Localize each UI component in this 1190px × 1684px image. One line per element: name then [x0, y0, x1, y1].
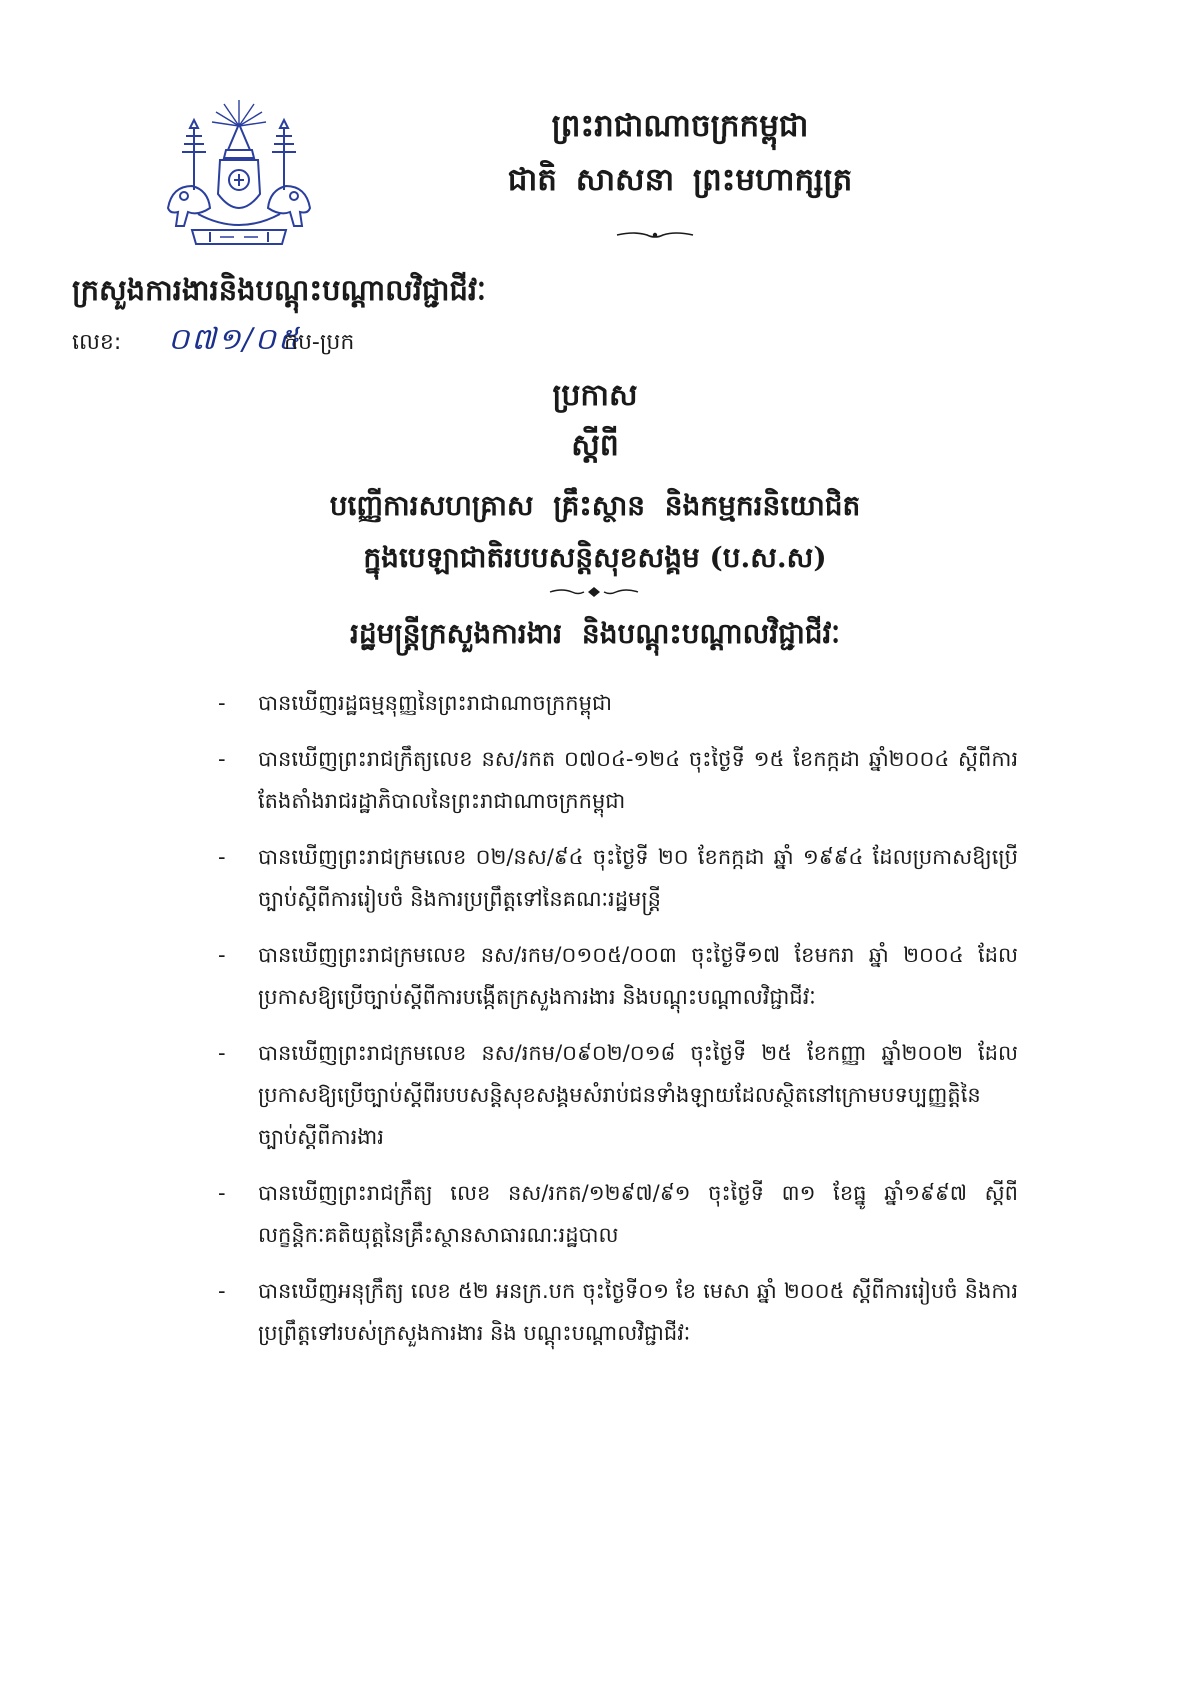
document-type-heading: ប្រកាស [552, 378, 638, 413]
royal-coat-of-arms-icon [158, 98, 320, 258]
reference-suffix: កប-ប្រក [284, 330, 355, 355]
list-item: - បានឃើញព្រះរាជក្រឹត្យលេខ នស/រកត ០៧០៤-១២៤ ចុះថ្ងៃទី ១៥ ខែកក្កដា ឆ្នាំ២០០៤ ស្តីពីការតែងតាំងរាជរដ្ឋាភិបាលនៃព្រះរាជាណាចក្រកម្ពុជា [218, 747, 1018, 813]
list-item: - បានឃើញព្រះរាជក្រមលេខ នស/រកម/០១០៥/០០៣ ចុះថ្ងៃទី១៧ ខែមករា ឆ្នាំ ២០០៤ ដែលប្រកាសឱ្យប្រើច្បាប់ស្តីពីការបង្កើតក្រសួងការងារ និងបណ្តុះបណ្តាលវិជ្ជាជីវៈ [218, 943, 1018, 1009]
list-item-text: បានឃើញព្រះរាជក្រមលេខ ០២/នស/៩៤ ចុះថ្ងៃទី ២០ ខែកក្កដា ឆ្នាំ ១៩៩៤ ដែលប្រកាសឱ្យប្រើច្បាប់ស្តីពីការរៀបចំ និងការប្រព្រឹត្តទៅនៃគណៈរដ្ឋមន្ត្រី [258, 845, 1018, 911]
regarding-heading: ស្តីពី [571, 428, 619, 463]
subject-line-2: ក្នុងបេឡាជាតិរបបសន្តិសុខសង្គម (ប.ស.ស) [363, 541, 827, 574]
list-item-text: បានឃើញព្រះរាជក្រឹត្យលេខ នស/រកត ០៧០៤-១២៤ ចុះថ្ងៃទី ១៥ ខែកក្កដា ឆ្នាំ២០០៤ ស្តីពីការតែងតាំងរាជរដ្ឋាភិបាលនៃព្រះរាជាណាចក្រកម្ពុជា [258, 747, 1018, 813]
list-item-text: បានឃើញព្រះរាជក្រមលេខ នស/រកម/០៩០២/០១៨ ចុះថ្ងៃទី ២៥ ខែកញ្ញា ឆ្នាំ២០០២ ដែលប្រកាសឱ្យប្រើច្បាប់ស្តីពីរបបសន្តិសុខសង្គមសំរាប់ជនទាំងឡាយដែលស្ថិតនៅក្រោមបទប្បញ្ញត្តិនៃច្បាប់ស្តីពីការងារ [258, 1041, 1018, 1149]
ornament-divider [615, 228, 695, 242]
reference-label: លេខ: [72, 330, 122, 355]
subject-line-1: បញ្ញើការសហគ្រាស គ្រឹះស្ថាន និងកម្មករនិយោជិត [329, 489, 861, 522]
ministry-name: ក្រសួងការងារនិងបណ្តុះបណ្តាលវិជ្ជាជីវៈ [72, 273, 486, 307]
ornament-divider-small [548, 584, 640, 598]
list-item-text: បានឃើញរដ្ឋធម្មនុញ្ញនៃព្រះរាជាណាចក្រកម្ពុជា [258, 691, 612, 715]
issuer-heading: រដ្ឋមន្ត្រីក្រសួងការងារ និងបណ្តុះបណ្តាលវិជ្ជាជីវៈ [350, 617, 840, 650]
reference-number: ០៧១/០៥ [168, 322, 302, 357]
national-motto: ជាតិ សាសនា ព្រះមហាក្សត្រ [507, 162, 853, 198]
considerations-list [218, 682, 1018, 1368]
list-item: - បានឃើញព្រះរាជក្រឹត្យ លេខ នស/រកត/១២៩៧/៩១ ចុះថ្ងៃទី ៣១ ខែធ្នូ ឆ្នាំ១៩៩៧ ស្តីពីលក្ខន្តិកៈគតិយុត្តនៃគ្រឹះស្ថានសាធារណៈរដ្ឋបាល [218, 1181, 1018, 1247]
list-item: - បានឃើញព្រះរាជក្រមលេខ នស/រកម/០៩០២/០១៨ ចុះថ្ងៃទី ២៥ ខែកញ្ញា ឆ្នាំ២០០២ ដែលប្រកាសឱ្យប្រើច្បាប់ស្តីពីរបបសន្តិសុខសង្គមសំរាប់ជនទាំងឡាយដែលស្ថិតនៅក្រោមបទប្បញ្ញត្តិនៃច្បាប់ស្តីពីការងារ [218, 1041, 1018, 1149]
list-item: - បានឃើញរដ្ឋធម្មនុញ្ញនៃព្រះរាជាណាចក្រកម្ពុជា [218, 691, 612, 715]
list-item: - បានឃើញព្រះរាជក្រមលេខ ០២/នស/៩៤ ចុះថ្ងៃទី ២០ ខែកក្កដា ឆ្នាំ ១៩៩៤ ដែលប្រកាសឱ្យប្រើច្បាប់ស្តីពីការរៀបចំ និងការប្រព្រឹត្តទៅនៃគណៈរដ្ឋមន្ត្រី [218, 845, 1018, 911]
list-item-text: បានឃើញព្រះរាជក្រមលេខ នស/រកម/០១០៥/០០៣ ចុះថ្ងៃទី១៧ ខែមករា ឆ្នាំ ២០០៤ ដែលប្រកាសឱ្យប្រើច្បាប់ស្តីពីការបង្កើតក្រសួងការងារ និងបណ្តុះបណ្តាលវិជ្ជាជីវៈ [258, 943, 1018, 1009]
list-item-text: បានឃើញអនុក្រឹត្យ លេខ ៥២ អនក្រ.បក ចុះថ្ងៃទី០១ ខែ មេសា ឆ្នាំ ២០០៥ ស្តីពីការរៀបចំ និងការប្រព្រឹត្តទៅរបស់ក្រសួងការងារ និង បណ្តុះបណ្តាលវិជ្ជាជីវៈ [258, 1279, 1018, 1345]
reference-number-row [72, 322, 492, 368]
list-item-text: បានឃើញព្រះរាជក្រឹត្យ លេខ នស/រកត/១២៩៧/៩១ ចុះថ្ងៃទី ៣១ ខែធ្នូ ឆ្នាំ១៩៩៧ ស្តីពីលក្ខន្តិកៈគតិយុត្តនៃគ្រឹះស្ថានសាធារណៈរដ្ឋបាល [258, 1181, 1018, 1247]
kingdom-heading: ព្រះរាជាណាចក្រកម្ពុជា [551, 108, 809, 144]
list-item: - បានឃើញអនុក្រឹត្យ លេខ ៥២ អនក្រ.បក ចុះថ្ងៃទី០១ ខែ មេសា ឆ្នាំ ២០០៥ ស្តីពីការរៀបចំ និងការប្រព្រឹត្តទៅរបស់ក្រសួងការងារ និង បណ្តុះបណ្តាលវិជ្ជាជីវៈ [218, 1279, 1018, 1345]
